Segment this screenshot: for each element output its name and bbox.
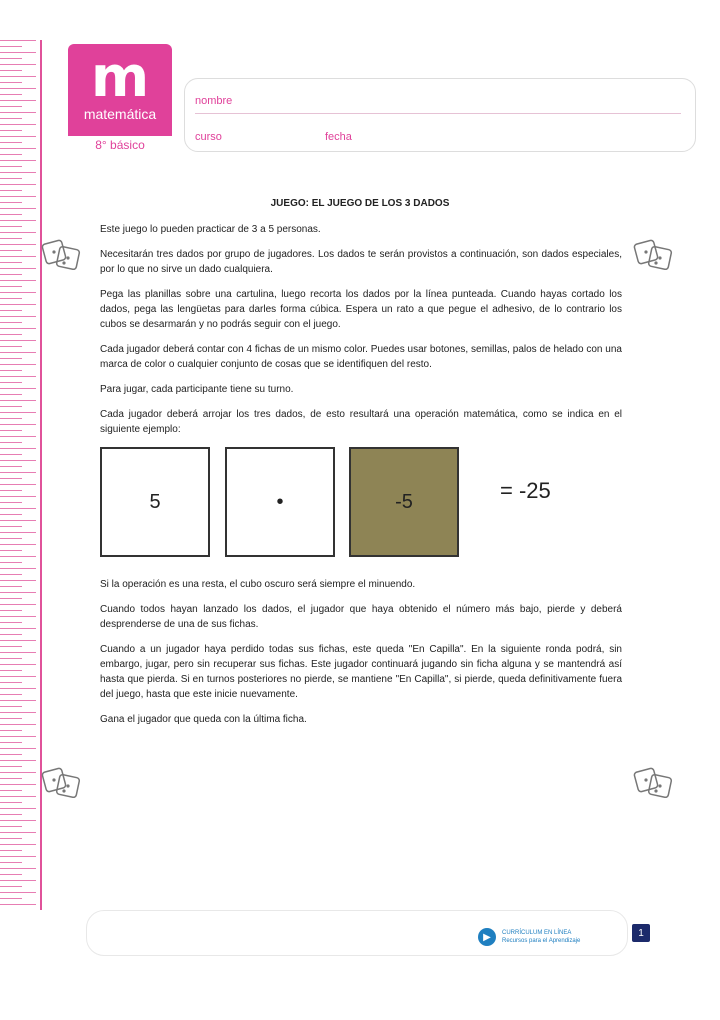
logo-word: matemática	[83, 106, 157, 122]
paragraph: Este juego lo pueden practicar de 3 a 5 personas.	[100, 224, 321, 235]
instructions-body	[100, 222, 622, 737]
subject-logo	[68, 44, 172, 136]
paragraph: Para jugar, cada participante tiene su turno.	[100, 384, 294, 395]
brand-text	[502, 929, 580, 945]
dice-example	[100, 447, 622, 567]
example-die-dark: -5	[349, 447, 459, 557]
logo-letter: m	[90, 45, 150, 110]
date-label: fecha	[325, 131, 352, 143]
paragraph: Gana el jugador que queda con la última ficha.	[100, 714, 307, 725]
paragraph: Cuando todos hayan lanzado los dados, el jugador que haya obtenido el número más bajo, pierde y deberá desprenderse de una de sus fichas.	[100, 604, 622, 630]
brand-line-2: Recursos para el Aprendizaje	[502, 938, 581, 944]
paragraph: Cada jugador deberá contar con 4 fichas de un mismo color. Puedes usar botones, semillas, palos de helado con una marca de color o cualquier conjunto de cosas que se identifiquen del resto.	[100, 344, 622, 370]
example-die-1: 5	[100, 447, 210, 557]
course-date-row	[195, 131, 681, 149]
page-title: JUEGO: EL JUEGO DE LOS 3 DADOS	[270, 198, 450, 209]
name-label: nombre	[195, 95, 233, 107]
page-number: 1	[632, 924, 650, 942]
name-field[interactable]	[195, 95, 681, 114]
example-result: = -25	[500, 478, 551, 503]
dice-drawing-icon	[40, 232, 84, 276]
dice-drawing-icon	[40, 760, 84, 804]
dice-drawing-icon	[632, 760, 676, 804]
example-die-operator: •	[225, 447, 335, 557]
grade-label: 8° básico	[95, 138, 145, 152]
course-label: curso	[195, 131, 222, 143]
paragraph: Pega las planillas sobre una cartulina, luego recorta los dados por la línea punteada. Cuando hayas cortado los dados, pega las lengüetas para darles forma cúbica. Espera un rato a que pegue el adhesivo, de lo contrario los cubos se desarmarán y no podrás seguir con el juego.	[100, 289, 622, 330]
paragraph: Cada jugador deberá arrojar los tres dados, de esto resultará una operación matemática, como se indica en el siguiente ejemplo:	[100, 409, 622, 435]
paragraph: Cuando a un jugador haya perdido todas sus fichas, este queda "En Capilla". En la siguiente ronda podrá, sin embargo, jugar, pero sin recuperar sus fichas. Este jugador continuará jugando sin ficha alguna y se mantendrá así hasta que pierda. Si en turnos posteriores no pierde, se mantiene "En Capilla", si pierde, queda definitivamente fuera del juego, hasta que este inicie nuevamente.	[100, 644, 622, 700]
play-logo-icon: ▶	[478, 928, 496, 946]
student-info-form	[184, 78, 696, 152]
paragraph: Si la operación es una resta, el cubo oscuro será siempre el minuendo.	[100, 579, 416, 590]
paragraph: Necesitarán tres dados por grupo de jugadores. Los dados te serán provistos a continuación, son dados especiales, por lo que no sirve un dado cualquiera.	[100, 249, 622, 275]
footer-brand[interactable]	[478, 928, 580, 946]
dice-drawing-icon	[632, 232, 676, 276]
brand-line-1: CURRÍCULUM EN LÍNEA	[502, 930, 572, 936]
